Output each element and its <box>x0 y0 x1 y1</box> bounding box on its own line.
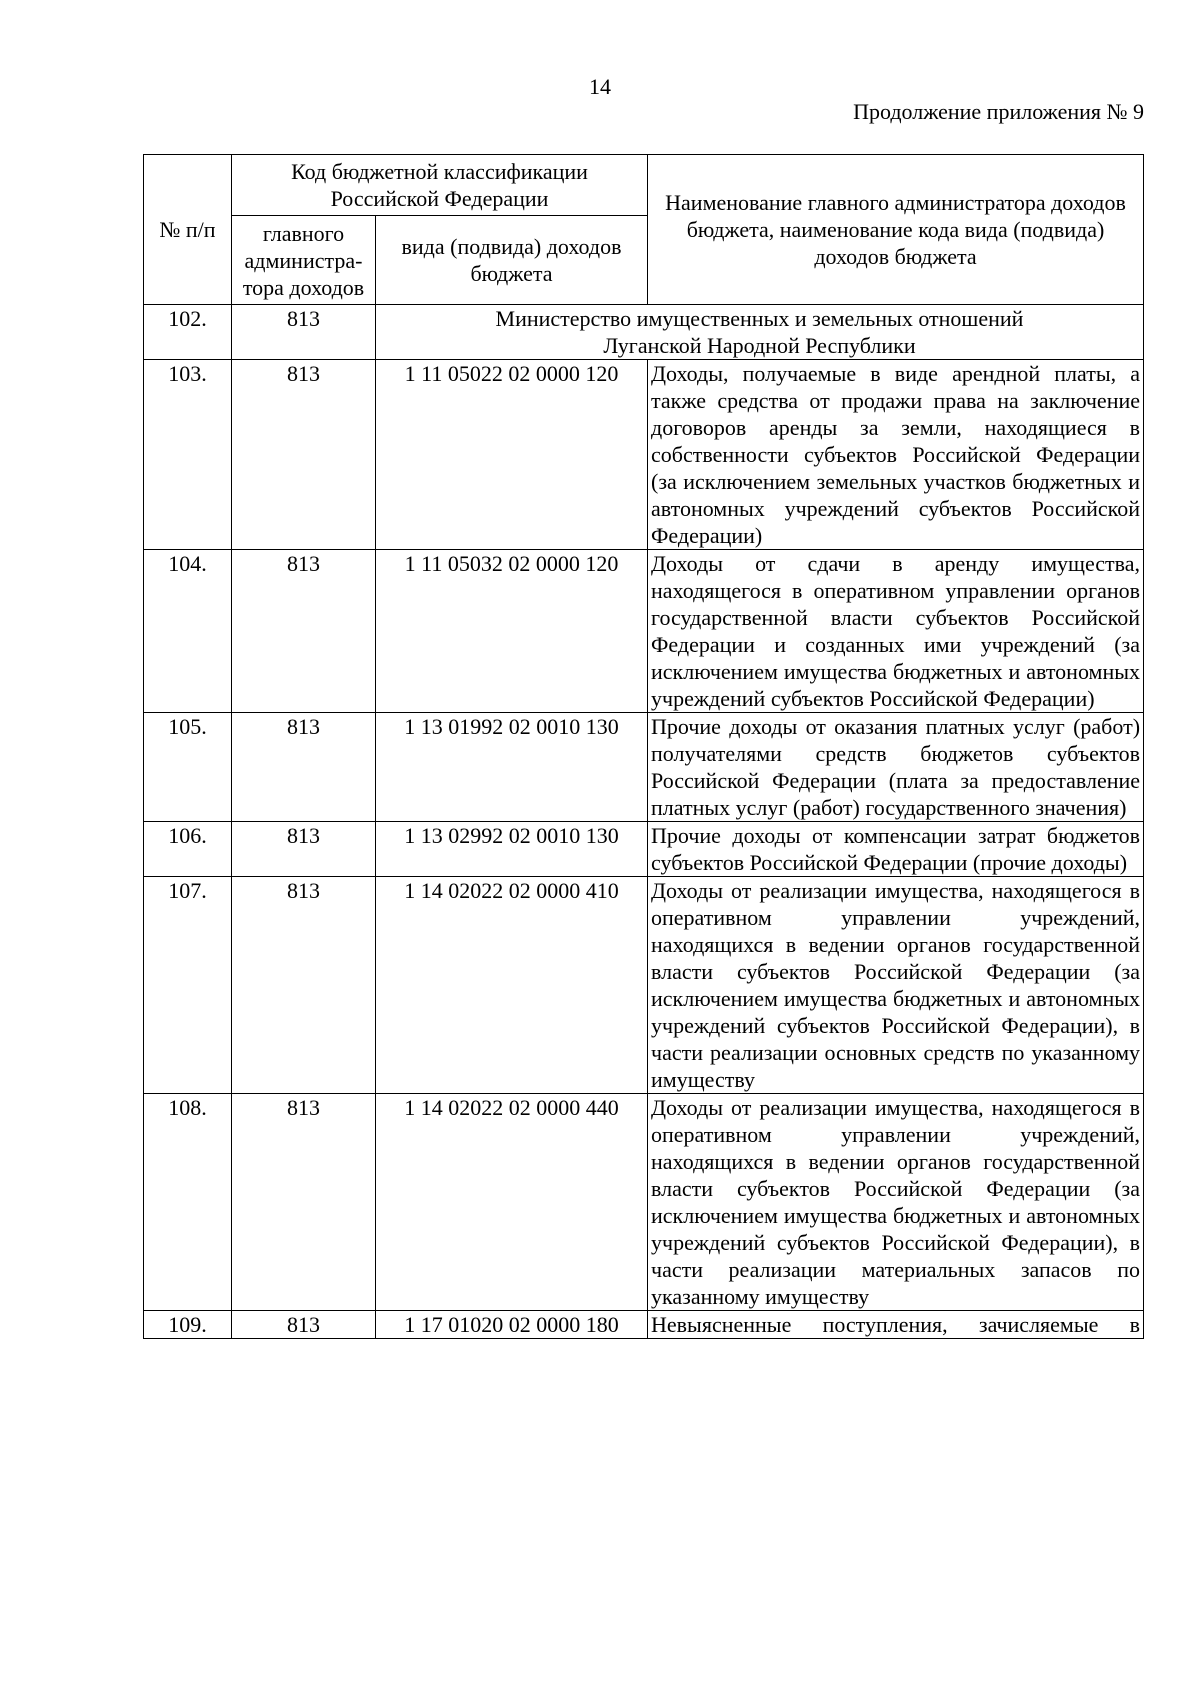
row-revenue-name: Доходы, получаемые в виде арендной платы, а также средства от продажи права на заключение договоров аренды за земли, находящиеся в собственности субъектов Российской Федерации (за исключением земельных участков бюджетных и автономных учреждений субъектов Российской Федерации) <box>648 360 1144 550</box>
row-revenue-name: Доходы от сдачи в аренду имущества, находящегося в оперативном управлении органов государственной власти субъектов Российской Федерации и созданных ими учреждений (за исключением имущества бюджетных и автономных учреждений субъектов Российской Федерации) <box>648 550 1144 713</box>
row-number: 105. <box>144 713 232 822</box>
row-number: 104. <box>144 550 232 713</box>
page-number: 14 <box>589 74 611 99</box>
table-row <box>144 877 1144 1094</box>
row-revenue-code: 1 13 02992 02 0010 130 <box>376 822 648 877</box>
row-admin-code: 813 <box>232 822 376 877</box>
row-admin-code: 813 <box>232 1094 376 1311</box>
row-revenue-name: Прочие доходы от оказания платных услуг (работ) получателями средств бюджетов субъектов Российской Федерации (плата за предоставление платных услуг (работ) государственного значения) <box>648 713 1144 822</box>
row-revenue-code: 1 14 02022 02 0000 440 <box>376 1094 648 1311</box>
ministry-title-line2: Луганской Народной Республики <box>603 333 916 358</box>
row-number: 108. <box>144 1094 232 1311</box>
header-col-name: Наименование главного администратора доходов бюджета, наименование кода вида (подвида) доходов бюджета <box>648 155 1144 305</box>
row-revenue-code: 1 14 02022 02 0000 410 <box>376 877 648 1094</box>
table-row <box>144 822 1144 877</box>
table-row <box>144 713 1144 822</box>
header-budget-code-group: Код бюджетной классификации Российской Федерации <box>232 155 648 216</box>
row-revenue-code: 1 13 01992 02 0010 130 <box>376 713 648 822</box>
row-number: 102. <box>144 305 232 360</box>
row-revenue-code: 1 17 01020 02 0000 180 <box>376 1311 648 1339</box>
row-revenue-name: Невыясненные поступления, зачисляемые в <box>648 1311 1144 1339</box>
table-row <box>144 550 1144 713</box>
row-admin-code: 813 <box>232 877 376 1094</box>
table-row <box>144 360 1144 550</box>
row-admin-code: 813 <box>232 713 376 822</box>
header-col-number: № п/п <box>144 155 232 305</box>
table-row <box>144 305 1144 360</box>
appendix-note: Продолжение приложения № 9 <box>853 99 1144 124</box>
row-admin-code: 813 <box>232 550 376 713</box>
row-revenue-name: Прочие доходы от компенсации затрат бюджетов субъектов Российской Федерации (прочие доходы) <box>648 822 1144 877</box>
row-revenue-name: Доходы от реализации имущества, находящегося в оперативном управлении учреждений, находящихся в ведении органов государственной власти субъектов Российской Федерации (за исключением имущества бюджетных и автономных учреждений субъектов Российской Федерации), в части реализации материальных запасов по указанному имуществу <box>648 1094 1144 1311</box>
row-admin-code: 813 <box>232 360 376 550</box>
revenue-classification-table <box>143 154 1144 1339</box>
ministry-title <box>376 305 1144 360</box>
header-col-admin: главного администра-тора доходов <box>232 216 376 305</box>
row-revenue-code: 1 11 05022 02 0000 120 <box>376 360 648 550</box>
row-admin-code: 813 <box>232 1311 376 1339</box>
row-number: 106. <box>144 822 232 877</box>
row-number: 109. <box>144 1311 232 1339</box>
row-admin-code: 813 <box>232 305 376 360</box>
table-row <box>144 1311 1144 1339</box>
row-revenue-code: 1 11 05032 02 0000 120 <box>376 550 648 713</box>
row-number: 103. <box>144 360 232 550</box>
row-revenue-name: Доходы от реализации имущества, находящегося в оперативном управлении учреждений, находящихся в ведении органов государственной власти субъектов Российской Федерации (за исключением имущества бюджетных и автономных учреждений субъектов Российской Федерации), в части реализации основных средств по указанному имуществу <box>648 877 1144 1094</box>
table-row <box>144 1094 1144 1311</box>
header-col-kind: вида (подвида) доходов бюджета <box>376 216 648 305</box>
row-number: 107. <box>144 877 232 1094</box>
ministry-title-line1: Министерство имущественных и земельных отношений <box>495 306 1024 331</box>
